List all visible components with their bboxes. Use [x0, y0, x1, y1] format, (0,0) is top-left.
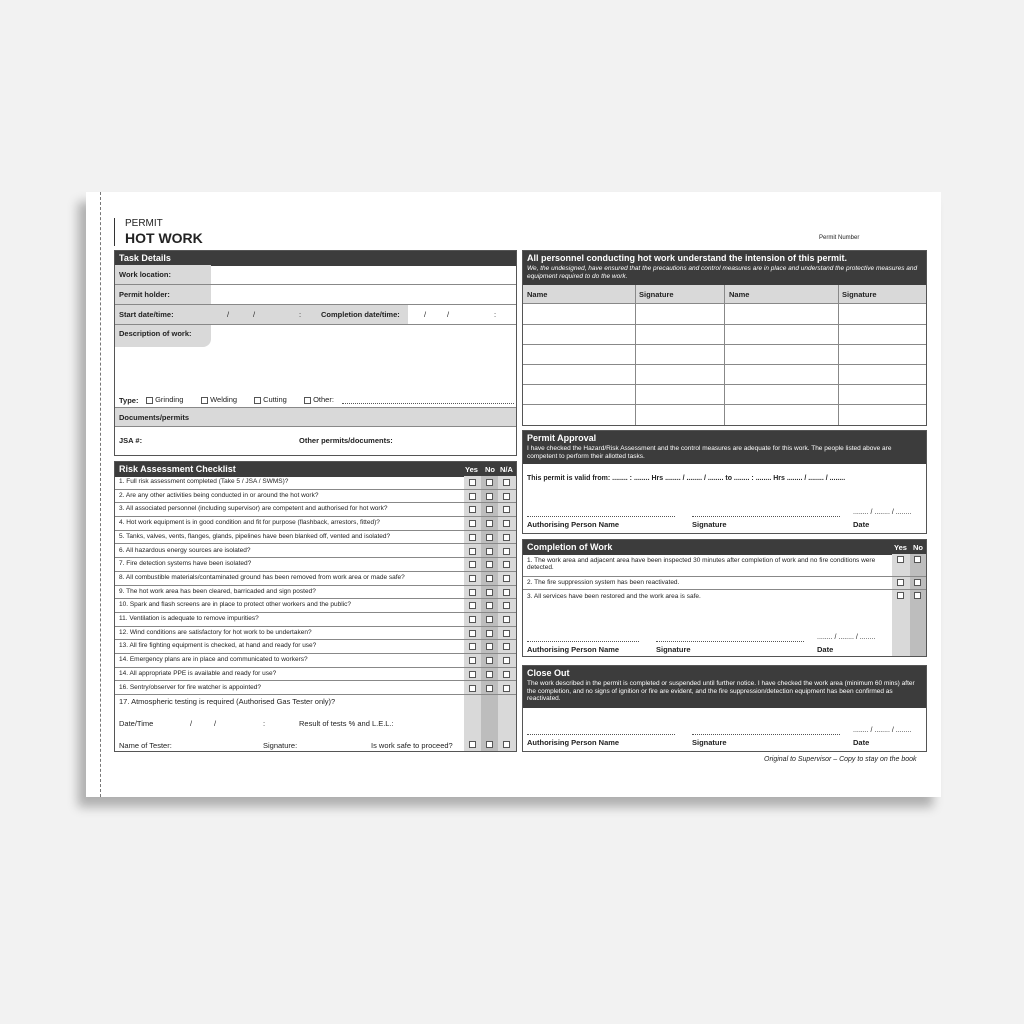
completion-date-label: Date — [817, 645, 834, 654]
risk-no-checkbox[interactable] — [486, 685, 493, 692]
risk-yes-checkbox[interactable] — [469, 479, 476, 486]
risk-row — [115, 503, 516, 517]
close-out-heading — [523, 666, 926, 708]
tester-label: Name of Tester: — [119, 741, 172, 750]
col-signature-2: Signature — [842, 290, 877, 299]
personnel-heading — [523, 251, 926, 285]
risk-row — [115, 476, 516, 490]
completion-1-no-checkbox[interactable] — [914, 556, 921, 563]
risk-no-checkbox[interactable] — [486, 493, 493, 500]
welding-checkbox[interactable] — [201, 397, 208, 404]
risk-yes-checkbox[interactable] — [469, 575, 476, 582]
welding-label: Welding — [210, 395, 238, 404]
risk-yes-checkbox[interactable] — [469, 685, 476, 692]
completion-item-2: 2. The fire suppression system has been reactivated. — [527, 579, 680, 586]
cutting-checkbox[interactable] — [254, 397, 261, 404]
risk-na-checkbox[interactable] — [503, 506, 510, 513]
risk-item-text: 12. Wind conditions are satisfactory for hot work to be undertaken? — [119, 628, 312, 636]
risk-row — [115, 654, 516, 668]
closeout-auth-label: Authorising Person Name — [527, 738, 620, 747]
completion-auth-label: Authorising Person Name — [527, 645, 620, 654]
risk-row — [115, 599, 516, 613]
close-out-subtext: The work described in the permit is completed or suspended until further notice. I have checked the work area (minimum 60 mins) after the completion, and no signs of ignition or fire are evident, and the fire suppression/detection equipment has been confirmed as reactivated. — [527, 680, 915, 702]
risk-no-checkbox[interactable] — [486, 561, 493, 568]
risk-na-checkbox[interactable] — [503, 479, 510, 486]
risk-yes-checkbox[interactable] — [469, 561, 476, 568]
permit-holder-label: Permit holder: — [119, 290, 170, 299]
result-label: Result of tests % and L.E.L.: — [299, 719, 394, 728]
other-input-line[interactable] — [342, 403, 514, 404]
col-no: No — [485, 465, 495, 474]
title-block — [114, 218, 203, 246]
closeout-date-label: Date — [853, 738, 870, 747]
completion-sig-label: Signature — [656, 645, 691, 654]
risk-no-checkbox[interactable] — [486, 520, 493, 527]
risk-na-checkbox[interactable] — [503, 630, 510, 637]
date-slash: / — [190, 719, 193, 728]
type-label: Type: — [119, 396, 139, 405]
risk-no-checkbox[interactable] — [486, 602, 493, 609]
safe-yes-checkbox[interactable] — [469, 741, 476, 748]
risk-row — [115, 572, 516, 586]
risk-row — [115, 682, 516, 696]
approval-subtext: I have checked the Hazard/Risk Assessment and the control measures are adequate for this work. The people listed above are competent to perform their allotted tasks. — [527, 445, 892, 460]
type-cutting[interactable] — [254, 395, 287, 404]
completion-2-no-checkbox[interactable] — [914, 579, 921, 586]
documents-permits-label: Documents/permits — [119, 413, 190, 422]
other-label: Other: — [313, 395, 334, 404]
risk-yes-checkbox[interactable] — [469, 520, 476, 527]
risk-na-checkbox[interactable] — [503, 493, 510, 500]
risk-na-checkbox[interactable] — [503, 685, 510, 692]
risk-row — [115, 490, 516, 504]
closeout-name-line[interactable] — [527, 734, 675, 735]
date-slash: / — [227, 310, 230, 319]
risk-item-text: 4. Hot work equipment is in good condition and fit for purpose (flashback, arrestors, fitted)? — [119, 519, 380, 527]
date-slash: / — [214, 719, 217, 728]
safe-no-checkbox[interactable] — [486, 741, 493, 748]
risk-row — [115, 613, 516, 627]
risk-yes-checkbox[interactable] — [469, 630, 476, 637]
risk-row — [115, 558, 516, 572]
risk-item-text: 10. Spark and flash screens are in place to protect other workers and the public? — [119, 601, 351, 609]
risk-yes-checkbox[interactable] — [469, 616, 476, 623]
approval-sig-label: Signature — [692, 520, 727, 529]
completion-yes-shade — [892, 554, 910, 656]
risk-na-checkbox[interactable] — [503, 561, 510, 568]
risk-item-text: 7. Fire detection systems have been isolated? — [119, 560, 252, 568]
risk-item-text: 14. All appropriate PPE is available and ready for use? — [119, 669, 277, 677]
tester-signature-label: Signature: — [263, 741, 298, 750]
time-colon: : — [299, 310, 302, 319]
approval-date-label: Date — [853, 520, 870, 529]
completion-1-yes-checkbox[interactable] — [897, 556, 904, 563]
completion-date-blank[interactable]: ........ / ........ / ........ — [817, 634, 876, 641]
risk-na-checkbox[interactable] — [503, 602, 510, 609]
safe-to-proceed-label: Is work safe to proceed? — [371, 741, 453, 750]
col-name-1: Name — [527, 290, 548, 299]
completion-item-3: 3. All services have been restored and the work area is safe. — [527, 593, 701, 600]
cutting-label: Cutting — [263, 395, 287, 404]
risk-no-checkbox[interactable] — [486, 657, 493, 664]
permit-approval-section — [522, 430, 927, 534]
risk-item-17: 17. Atmospheric testing is required (Authorised Gas Tester only)? — [119, 697, 336, 706]
col-signature-1: Signature — [639, 290, 674, 299]
completion-2-yes-checkbox[interactable] — [897, 579, 904, 586]
risk-no-checkbox[interactable] — [486, 479, 493, 486]
approval-heading-text: Permit Approval — [527, 433, 597, 443]
completion-col-no: No — [913, 543, 923, 552]
risk-no-checkbox[interactable] — [486, 643, 493, 650]
risk-yes-checkbox[interactable] — [469, 671, 476, 678]
description-label: Description of work: — [119, 329, 192, 338]
grinding-label: Grinding — [155, 395, 184, 404]
risk-na-checkbox[interactable] — [503, 657, 510, 664]
risk-yes-checkbox[interactable] — [469, 643, 476, 650]
completion-heading: Completion of Work — [523, 540, 926, 555]
risk-item-text: 5. Tanks, valves, vents, flanges, glands, pipelines have been blanked off, vented and isolated? — [119, 532, 391, 540]
time-colon: : — [494, 310, 497, 319]
col-name-2: Name — [729, 290, 750, 299]
risk-item-text: 11. Ventilation is adequate to remove impurities? — [119, 615, 259, 622]
work-location-label: Work location: — [119, 270, 171, 279]
col-na: N/A — [500, 465, 513, 474]
risk-na-checkbox[interactable] — [503, 616, 510, 623]
risk-item-text: 3. All associated personnel (including supervisor) are competent and authorised for hot work? — [119, 505, 388, 513]
date-slash: / — [253, 310, 256, 319]
risk-yes-checkbox[interactable] — [469, 589, 476, 596]
risk-yes-checkbox[interactable] — [469, 657, 476, 664]
completion-3-no-checkbox[interactable] — [914, 592, 921, 599]
risk-row — [115, 586, 516, 600]
risk-na-checkbox[interactable] — [503, 589, 510, 596]
risk-no-checkbox[interactable] — [486, 589, 493, 596]
risk-row — [115, 517, 516, 531]
col-yes: Yes — [465, 465, 478, 474]
permit-number-label: Permit Number — [819, 235, 860, 241]
perforation-line — [100, 192, 101, 797]
risk-no-checkbox[interactable] — [486, 548, 493, 555]
footer-note: Original to Supervisor – Copy to stay on the book — [764, 756, 917, 763]
risk-row — [115, 627, 516, 641]
risk-item-text: 2. Are any other activities being conducted in or around the hot work? — [119, 491, 319, 499]
type-grinding[interactable] — [146, 395, 183, 404]
jsa-label: JSA #: — [119, 436, 143, 445]
valid-from-line[interactable]: This permit is valid from: ........ : ........ Hrs ........ / ........ / ........ to ........ : ........ Hrs ........ / ........ / ........ — [527, 475, 846, 482]
approval-signature-line[interactable] — [692, 516, 840, 517]
page-title: HOT WORK — [125, 230, 203, 246]
risk-item-text: 8. All combustible materials/contaminated ground has been removed from work area or made safe? — [119, 573, 405, 581]
other-permits-label: Other permits/documents: — [299, 436, 393, 445]
risk-na-checkbox[interactable] — [503, 520, 510, 527]
risk-no-checkbox[interactable] — [486, 506, 493, 513]
risk-item-text: 6. All hazardous energy sources are isolated? — [119, 546, 251, 554]
risk-row — [115, 545, 516, 559]
risk-row — [115, 531, 516, 545]
risk-no-checkbox[interactable] — [486, 575, 493, 582]
completion-3-yes-checkbox[interactable] — [897, 592, 904, 599]
approval-date-blank[interactable]: ........ / ........ / ........ — [853, 509, 912, 516]
risk-no-checkbox[interactable] — [486, 616, 493, 623]
risk-yes-checkbox[interactable] — [469, 506, 476, 513]
risk-na-checkbox[interactable] — [503, 548, 510, 555]
safe-na-checkbox[interactable] — [503, 741, 510, 748]
risk-item-text: 14. Emergency plans are in place and communicated to workers? — [119, 656, 308, 664]
type-welding[interactable] — [201, 395, 237, 404]
risk-no-checkbox[interactable] — [486, 630, 493, 637]
type-other[interactable] — [304, 395, 334, 404]
risk-na-checkbox[interactable] — [503, 643, 510, 650]
start-datetime-label: Start date/time: — [119, 310, 174, 319]
risk-yes-checkbox[interactable] — [469, 602, 476, 609]
grinding-checkbox[interactable] — [146, 397, 153, 404]
risk-item-text: 13. All fire fighting equipment is checked, at hand and ready for use? — [119, 642, 317, 650]
risk-no-checkbox[interactable] — [486, 671, 493, 678]
time-colon: : — [263, 719, 266, 728]
completion-datetime-label: Completion date/time: — [321, 310, 400, 319]
date-slash: / — [447, 310, 450, 319]
risk-row — [115, 640, 516, 654]
approval-name-line[interactable] — [527, 516, 675, 517]
closeout-sig-label: Signature — [692, 738, 727, 747]
risk-na-checkbox[interactable] — [503, 534, 510, 541]
approval-auth-label: Authorising Person Name — [527, 520, 620, 529]
personnel-heading-text: All personnel conducting hot work understand the intension of this permit. — [527, 253, 848, 263]
title-small: PERMIT — [125, 218, 163, 229]
risk-yes-checkbox[interactable] — [469, 548, 476, 555]
other-checkbox[interactable] — [304, 397, 311, 404]
closeout-signature-line[interactable] — [692, 734, 840, 735]
approval-heading — [523, 431, 926, 464]
task-details-heading: Task Details — [115, 251, 516, 266]
risk-yes-checkbox[interactable] — [469, 534, 476, 541]
risk-na-checkbox[interactable] — [503, 575, 510, 582]
risk-item-text: 9. The hot work area has been cleared, barricaded and sign posted? — [119, 587, 316, 595]
risk-assessment-heading: Risk Assessment Checklist — [115, 462, 516, 477]
completion-col-yes: Yes — [894, 543, 907, 552]
risk-item-text: 1. Full risk assessment completed (Take 5 / JSA / SWMS)? — [119, 478, 289, 485]
personnel-subtext: We, the undesigned, have ensured that the precautions and control measures are in place and understand the protective measures and equipment required to do the work. — [527, 265, 918, 280]
risk-row — [115, 668, 516, 682]
date-slash: / — [424, 310, 427, 319]
completion-name-line[interactable] — [527, 641, 639, 642]
risk-yes-checkbox[interactable] — [469, 493, 476, 500]
risk-na-checkbox[interactable] — [503, 671, 510, 678]
close-out-heading-text: Close Out — [527, 668, 570, 678]
completion-no-shade — [910, 554, 926, 656]
risk-item-text: 16. Sentry/observer for fire watcher is appointed? — [119, 683, 261, 691]
completion-item-1: 1. The work area and adjacent area have been inspected 30 minutes after completion of work and no fire conditions were detected. — [527, 557, 876, 571]
closeout-date-blank[interactable]: ........ / ........ / ........ — [853, 727, 912, 734]
completion-signature-line[interactable] — [656, 641, 804, 642]
risk-no-checkbox[interactable] — [486, 534, 493, 541]
date-time-label: Date/Time — [119, 719, 154, 728]
